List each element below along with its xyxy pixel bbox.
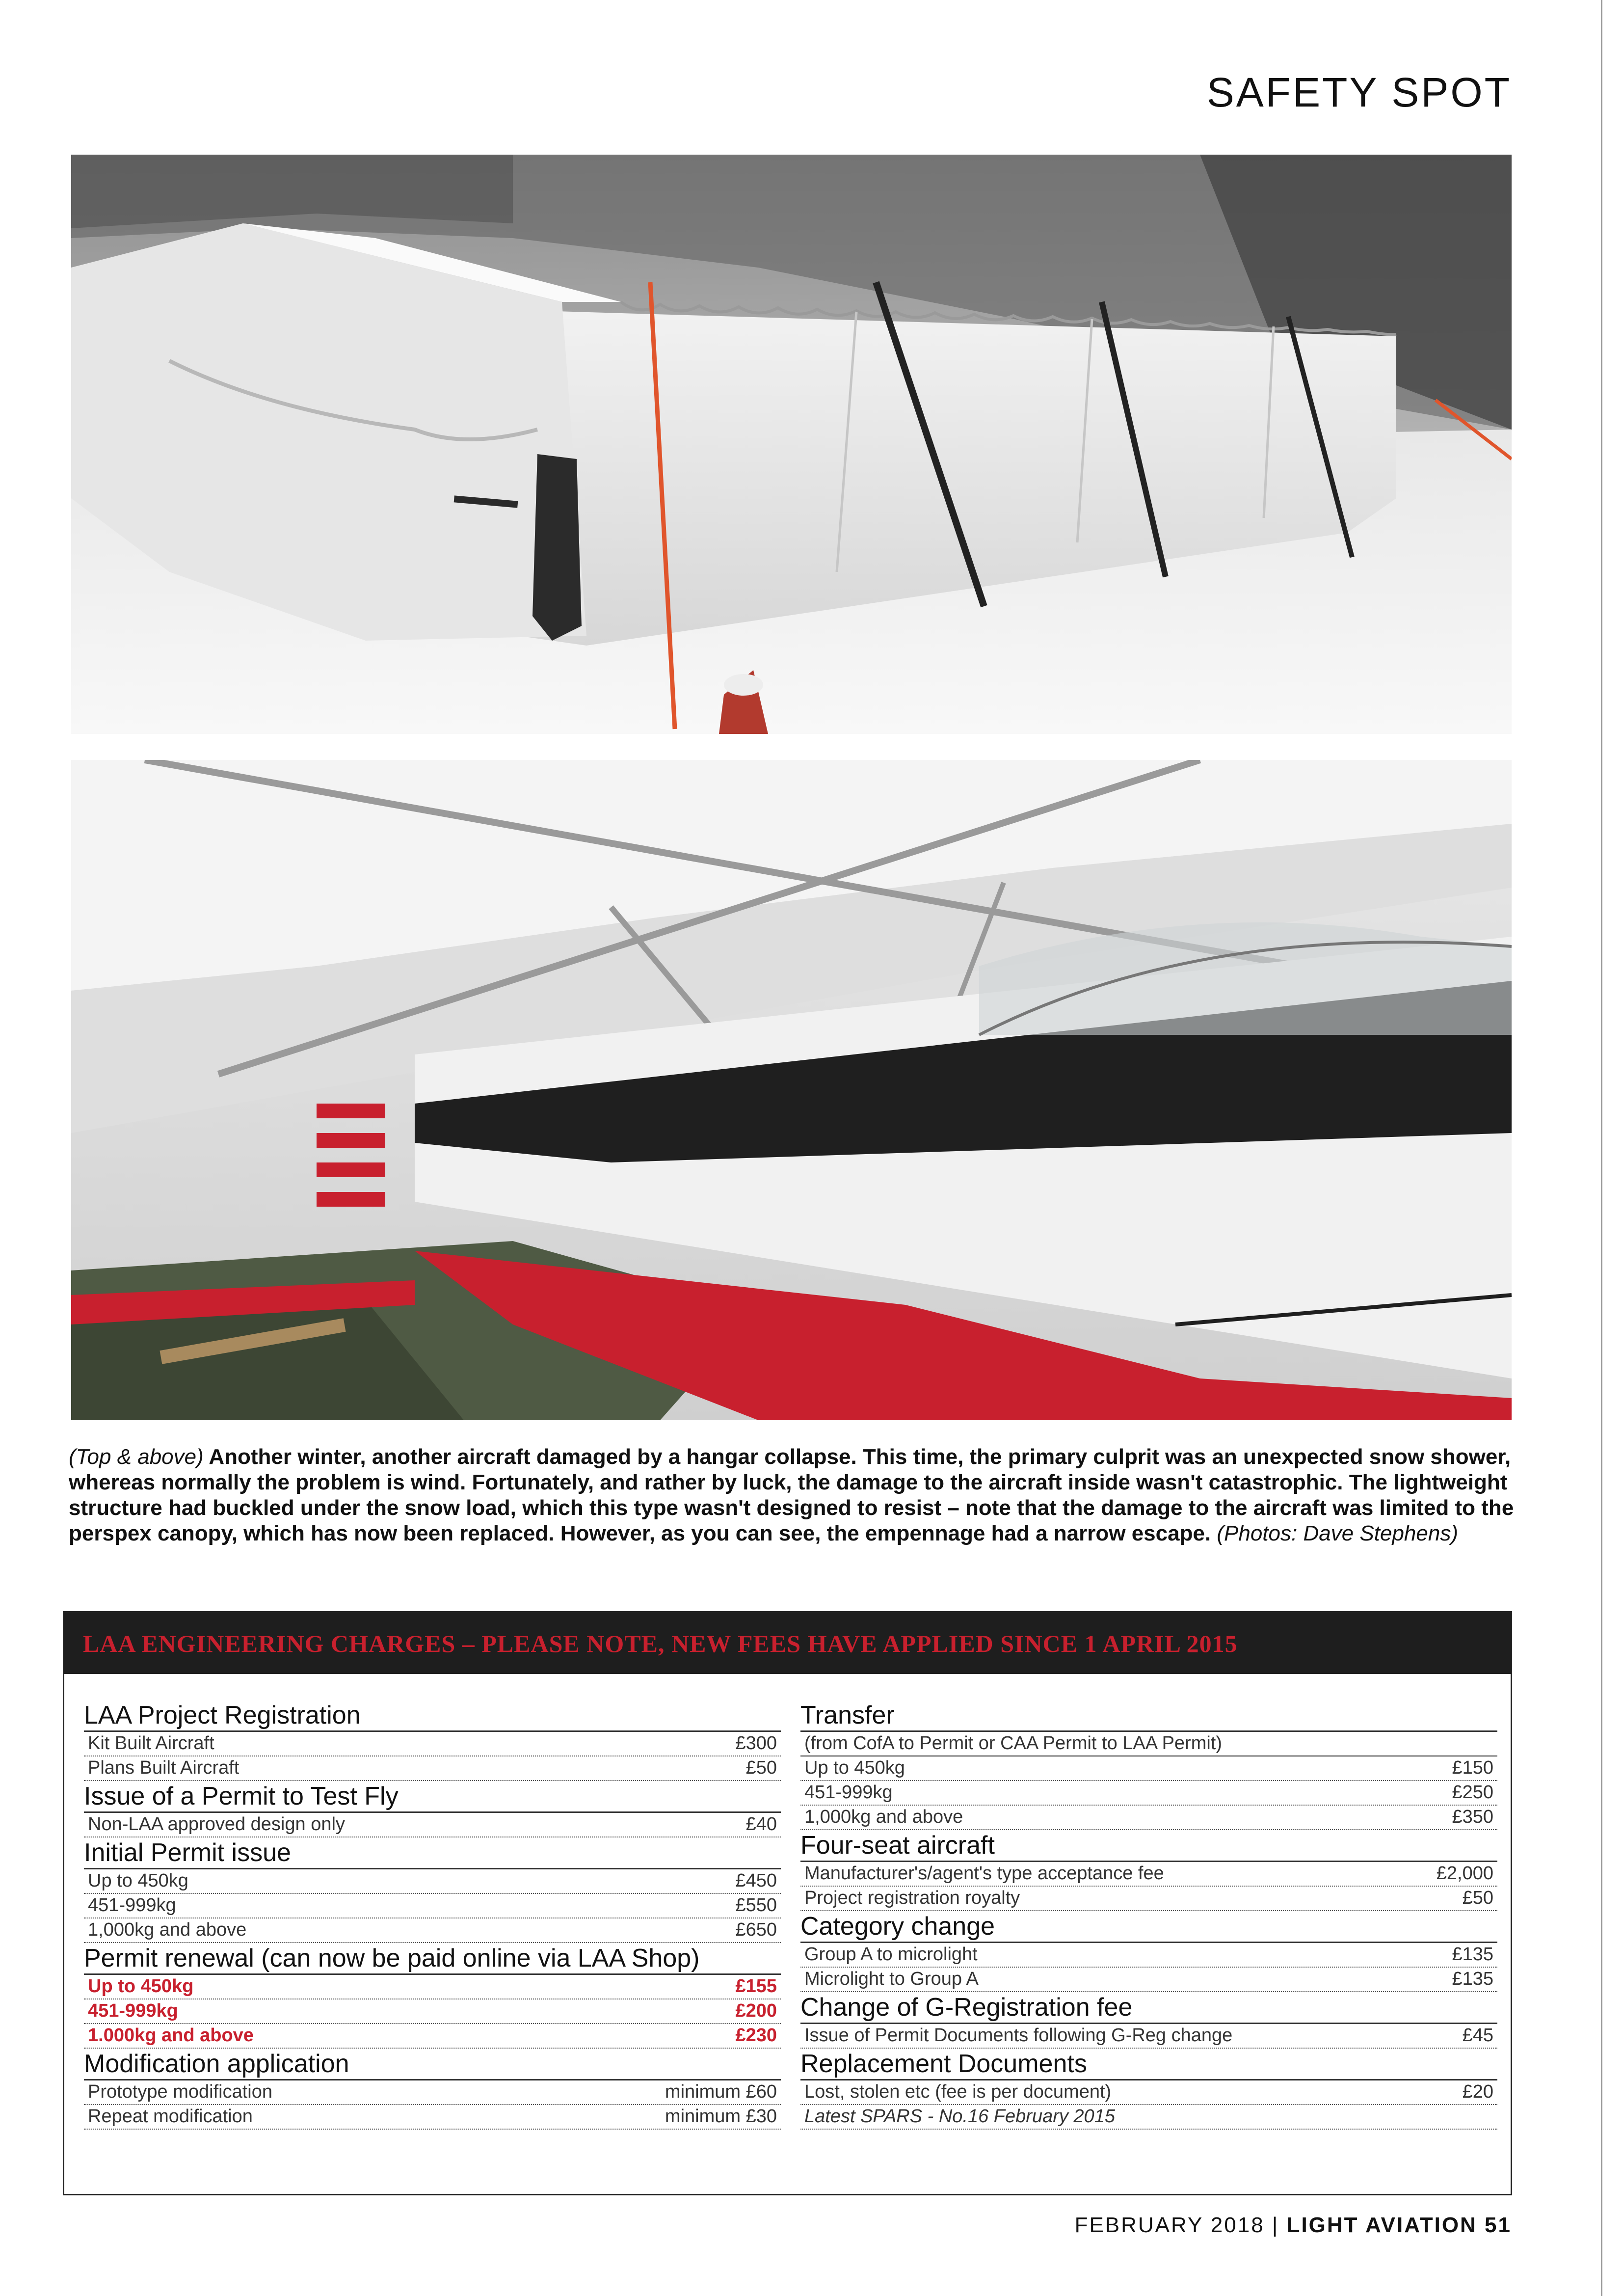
charge-fee: £135 xyxy=(1452,1944,1493,1965)
charge-row xyxy=(800,1781,1497,1806)
charge-group-heading: Transfer xyxy=(800,1700,1497,1732)
charges-left-column xyxy=(84,1700,781,2130)
charge-label: Repeat modification xyxy=(88,2106,253,2127)
charge-fee: £155 xyxy=(735,1976,777,1997)
charge-label: Microlight to Group A xyxy=(804,1969,979,1989)
charge-fee: £2,000 xyxy=(1436,1863,1493,1884)
charge-row xyxy=(84,1894,781,1918)
charge-label: Up to 450kg xyxy=(804,1757,905,1778)
charge-label: Lost, stolen etc (fee is per document) xyxy=(804,2081,1112,2102)
charges-banner-title: LAA ENGINEERING CHARGES – PLEASE NOTE, NEW FEES HAVE APPLIED SINCE 1 APRIL 2015 xyxy=(83,1630,1238,1657)
charge-row xyxy=(84,2080,781,2105)
spars-note xyxy=(800,2105,1497,2130)
caption-prefix: (Top & above) xyxy=(69,1445,204,1469)
charge-fee: £50 xyxy=(745,1757,777,1778)
charge-label: Non-LAA approved design only xyxy=(88,1814,345,1835)
charge-fee: minimum £60 xyxy=(665,2081,777,2102)
charge-row xyxy=(84,1975,781,1999)
charge-row xyxy=(84,1869,781,1894)
charge-label: Plans Built Aircraft xyxy=(88,1757,239,1778)
charge-row xyxy=(800,2024,1497,2049)
charges-right-column xyxy=(800,1700,1497,2130)
charge-fee: £45 xyxy=(1462,2025,1493,2046)
hangar-snow-photo xyxy=(71,155,1512,734)
charge-row xyxy=(800,1756,1497,1781)
charge-row xyxy=(84,2024,781,2049)
charge-label: 451-999kg xyxy=(88,1895,176,1916)
caption-text: Another winter, another aircraft damaged by a hangar collapse. This time, the primary culprit was an unexpected snow shower, whereas normally the problem is wind. Fortunately, and rather by luck, the damage to the aircraft inside wasn't catastrophic. The lightweight structure had buckled under the snow load, which this type wasn't designed to resist – note that the damage to the aircraft was limited to the perspex canopy, which has now been replaced. However, as you can see, the empennage had a narrow escape. xyxy=(69,1445,1514,1545)
charge-row xyxy=(800,1806,1497,1830)
glider-damage-photo xyxy=(71,760,1512,1420)
charge-fee: £200 xyxy=(735,2000,777,2021)
charge-group-heading: Initial Permit issue xyxy=(84,1837,781,1869)
charge-fee: £20 xyxy=(1462,2081,1493,2102)
charge-fee: £650 xyxy=(735,1919,777,1940)
charge-label: Kit Built Aircraft xyxy=(88,1733,214,1754)
section-title: SAFETY SPOT xyxy=(1206,69,1512,115)
engineering-charges-box xyxy=(63,1611,1512,2195)
charge-fee: £230 xyxy=(735,2025,777,2046)
charge-row xyxy=(84,1918,781,1943)
charge-group-heading: Change of G-Registration fee xyxy=(800,1992,1497,2024)
charge-fee: £550 xyxy=(735,1895,777,1916)
footer-issue: FEBRUARY 2018 | xyxy=(1074,2213,1287,2237)
charge-fee: £250 xyxy=(1452,1782,1493,1803)
footer-magazine: LIGHT AVIATION 51 xyxy=(1286,2213,1512,2237)
charge-label: Up to 450kg xyxy=(88,1870,188,1891)
charge-group-heading: LAA Project Registration xyxy=(84,1700,781,1732)
charge-fee: £50 xyxy=(1462,1888,1493,1908)
charge-row xyxy=(800,2080,1497,2105)
charge-label: Group A to microlight xyxy=(804,1944,978,1965)
charge-row xyxy=(800,1862,1497,1887)
charge-label: 451-999kg xyxy=(88,2000,178,2021)
charge-row xyxy=(800,1887,1497,1911)
charge-row xyxy=(84,1732,781,1756)
charge-label: 1,000kg and above xyxy=(88,1919,247,1940)
charge-label: Up to 450kg xyxy=(88,1976,194,1997)
spars-note-text: Latest SPARS - No.16 February 2015 xyxy=(804,2106,1115,2127)
photo-caption xyxy=(69,1444,1514,1546)
charge-fee: minimum £30 xyxy=(665,2106,777,2127)
charge-label: Issue of Permit Documents following G-Reg change xyxy=(804,2025,1233,2046)
charge-fee: £300 xyxy=(735,1733,777,1754)
charge-label: Manufacturer's/agent's type acceptance fee xyxy=(804,1863,1164,1884)
charge-group-heading: Issue of a Permit to Test Fly xyxy=(84,1781,781,1813)
charge-fee: £135 xyxy=(1452,1969,1493,1989)
charge-group-heading: Modification application xyxy=(84,2049,781,2080)
charge-row xyxy=(84,1999,781,2024)
photo-credit: (Photos: Dave Stephens) xyxy=(1217,1521,1458,1545)
charge-label: 451-999kg xyxy=(804,1782,893,1803)
charge-label: Project registration royalty xyxy=(804,1888,1020,1908)
charge-label: 1.000kg and above xyxy=(88,2025,254,2046)
charge-row xyxy=(84,2105,781,2130)
charge-label: Prototype modification xyxy=(88,2081,272,2102)
charge-row xyxy=(800,1968,1497,1992)
charge-row xyxy=(800,1943,1497,1968)
charge-group-subheading: (from CofA to Permit or CAA Permit to LAA Permit) xyxy=(800,1732,1497,1756)
charge-row xyxy=(84,1813,781,1837)
charge-fee: £150 xyxy=(1452,1757,1493,1778)
charge-group-heading: Permit renewal (can now be paid online via LAA Shop) xyxy=(84,1943,781,1975)
charge-label: 1,000kg and above xyxy=(804,1807,963,1827)
charge-group-heading: Category change xyxy=(800,1911,1497,1943)
charge-fee: £40 xyxy=(745,1814,777,1835)
charges-banner xyxy=(64,1613,1511,1674)
charge-row xyxy=(84,1756,781,1781)
charge-fee: £450 xyxy=(735,1870,777,1891)
charge-group-heading: Replacement Documents xyxy=(800,2049,1497,2080)
charge-fee: £350 xyxy=(1452,1807,1493,1827)
page-footer xyxy=(1011,2213,1512,2238)
page-edge xyxy=(1601,0,1602,2296)
charge-group-heading: Four-seat aircraft xyxy=(800,1830,1497,1862)
